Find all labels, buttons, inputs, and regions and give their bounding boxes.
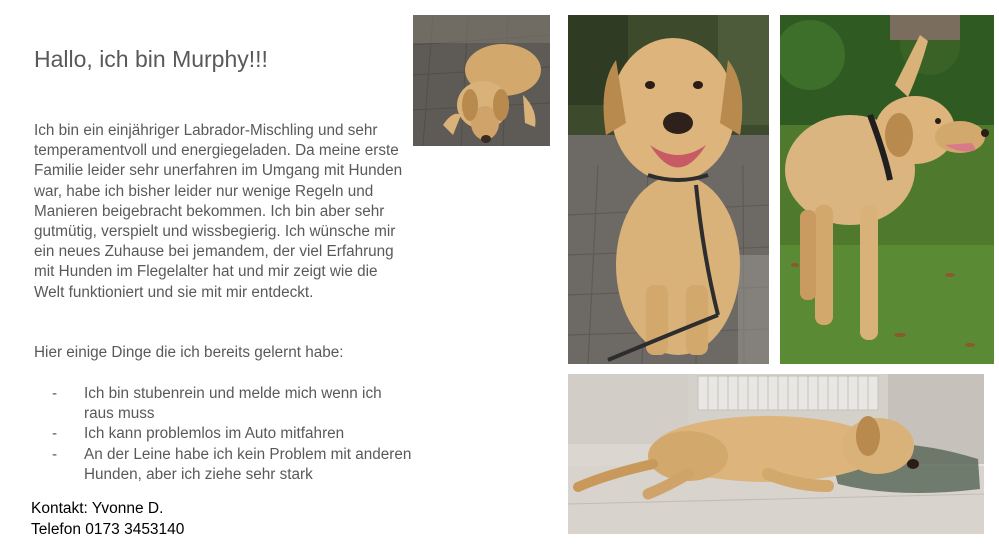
photo-dog-sitting-portrait xyxy=(568,15,769,364)
list-item xyxy=(52,445,412,485)
intro-paragraph: Ich bin ein einjähriger Labrador-Mischling und sehr temperamentvoll und energiegeladen. Da meine erste Familie leider sehr unerfahren im Umgang mit Hunden war, habe ich bisher leider nur wenige Regeln und Manieren beigebracht bekommen. Ich bin aber sehr gutmütig, verspielt und wissbegierig. Ich wünsche mir ein neues Zuhause bei jemandem, der viel Erfahrung mit Hunden im Flegelalter hat und mir zeigt wie die Welt funktioniert und sie mit mir entdeckt. xyxy=(34,122,403,301)
photo-dog-sleeping-floor xyxy=(568,374,984,534)
skills-heading: Hier einige Dinge die ich bereits gelernt habe: xyxy=(34,344,344,361)
list-item-text: An der Leine habe ich kein Problem mit anderen Hunden, aber ich ziehe sehr stark xyxy=(84,445,412,483)
contact-block xyxy=(31,498,184,540)
list-marker: - xyxy=(52,445,58,463)
contact-name: Kontakt: Yvonne D. xyxy=(31,500,164,517)
list-item-text: Ich bin stubenrein und melde mich wenn ich raus muss xyxy=(84,385,382,423)
contact-phone: Telefon 0173 3453140 xyxy=(31,521,185,538)
page-title: Hallo, ich bin Murphy!!! xyxy=(34,46,268,72)
photo-dog-standing-garden xyxy=(780,15,994,364)
list-item xyxy=(52,384,412,424)
list-marker: - xyxy=(52,425,58,443)
photo-dog-lying-pavement xyxy=(413,15,550,146)
list-item xyxy=(52,424,412,444)
list-item-text: Ich kann problemlos im Auto mitfahren xyxy=(84,425,345,443)
skills-list xyxy=(52,384,412,485)
list-marker: - xyxy=(52,385,58,402)
